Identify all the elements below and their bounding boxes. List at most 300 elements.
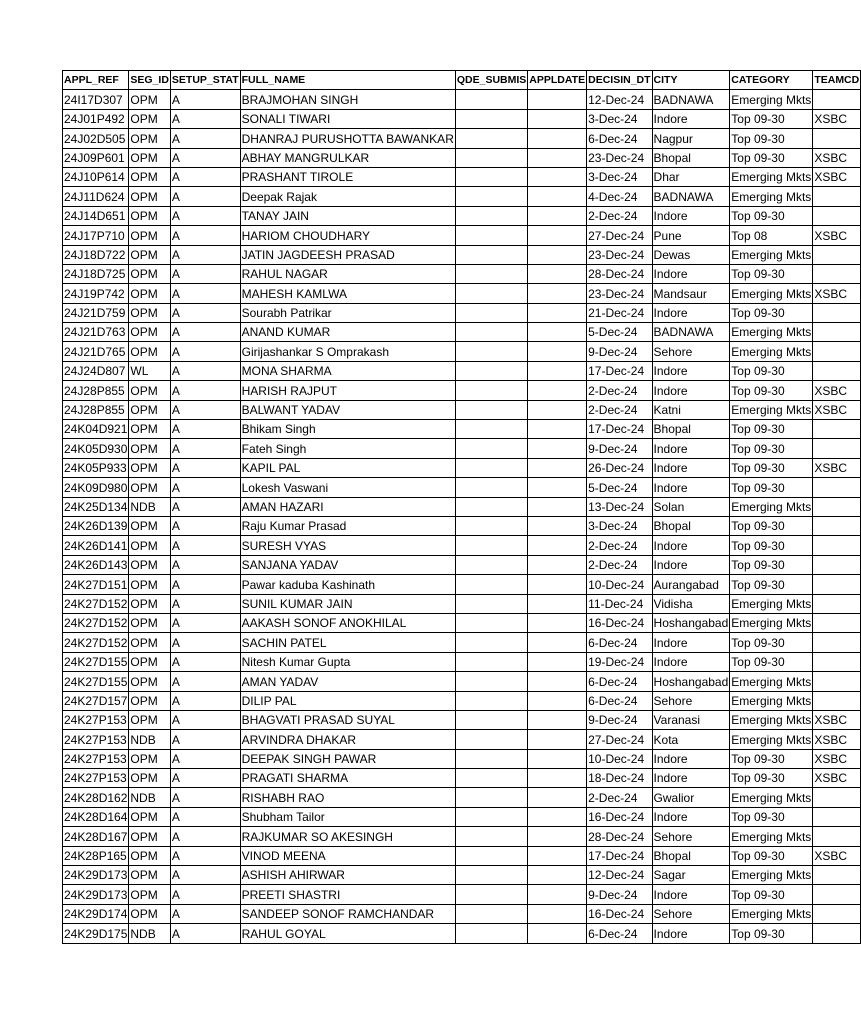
cell-category[interactable]: Top 09-30 — [730, 516, 813, 535]
cell-seg-id[interactable]: OPM — [129, 769, 171, 788]
cell-appl-ref[interactable]: 24K27D151 — [63, 575, 129, 594]
cell-category[interactable]: Top 09-30 — [730, 924, 813, 943]
cell-teamcd[interactable] — [813, 885, 861, 904]
cell-decisin-dt[interactable]: 13-Dec-24 — [587, 497, 652, 516]
cell-category[interactable]: Top 09-30 — [730, 749, 813, 768]
header-setup-stat[interactable]: SETUP_STAT — [170, 71, 240, 90]
cell-setup-stat[interactable]: A — [170, 788, 240, 807]
cell-seg-id[interactable]: OPM — [129, 633, 171, 652]
cell-qde-submis[interactable] — [455, 749, 527, 768]
cell-setup-stat[interactable]: A — [170, 342, 240, 361]
cell-qde-submis[interactable] — [455, 846, 527, 865]
cell-city[interactable]: Indore — [652, 264, 730, 283]
cell-full-name[interactable]: VINOD MEENA — [240, 846, 455, 865]
cell-seg-id[interactable]: OPM — [129, 575, 171, 594]
cell-qde-submis[interactable] — [455, 167, 527, 186]
cell-appl-ref[interactable]: 24K28D164 — [63, 807, 129, 826]
cell-setup-stat[interactable]: A — [170, 226, 240, 245]
cell-seg-id[interactable]: OPM — [129, 303, 171, 322]
cell-decisin-dt[interactable]: 11-Dec-24 — [587, 594, 652, 613]
cell-teamcd[interactable] — [813, 361, 861, 380]
cell-city[interactable]: BADNAWA — [652, 187, 730, 206]
cell-decisin-dt[interactable]: 23-Dec-24 — [587, 245, 652, 264]
cell-appldate[interactable] — [528, 594, 587, 613]
cell-teamcd[interactable] — [813, 323, 861, 342]
cell-full-name[interactable]: PRASHANT TIROLE — [240, 167, 455, 186]
cell-qde-submis[interactable] — [455, 769, 527, 788]
cell-appldate[interactable] — [528, 846, 587, 865]
header-qde-submis[interactable]: QDE_SUBMIS — [455, 71, 527, 90]
cell-city[interactable]: Vidisha — [652, 594, 730, 613]
cell-qde-submis[interactable] — [455, 245, 527, 264]
cell-full-name[interactable]: Nitesh Kumar Gupta — [240, 652, 455, 671]
cell-setup-stat[interactable]: A — [170, 420, 240, 439]
cell-decisin-dt[interactable]: 23-Dec-24 — [587, 148, 652, 167]
cell-appl-ref[interactable]: 24J21D763 — [63, 323, 129, 342]
cell-setup-stat[interactable]: A — [170, 846, 240, 865]
cell-city[interactable]: Bhopal — [652, 516, 730, 535]
cell-decisin-dt[interactable]: 19-Dec-24 — [587, 652, 652, 671]
cell-category[interactable]: Top 09-30 — [730, 148, 813, 167]
cell-appldate[interactable] — [528, 323, 587, 342]
cell-appldate[interactable] — [528, 187, 587, 206]
cell-setup-stat[interactable]: A — [170, 381, 240, 400]
cell-city[interactable]: Indore — [652, 807, 730, 826]
cell-seg-id[interactable]: OPM — [129, 129, 171, 148]
cell-appl-ref[interactable]: 24J28P855 — [63, 381, 129, 400]
cell-setup-stat[interactable]: A — [170, 866, 240, 885]
header-teamcd[interactable]: TEAMCD — [813, 71, 861, 90]
cell-decisin-dt[interactable]: 21-Dec-24 — [587, 303, 652, 322]
cell-teamcd[interactable] — [813, 594, 861, 613]
cell-appldate[interactable] — [528, 245, 587, 264]
cell-qde-submis[interactable] — [455, 226, 527, 245]
cell-seg-id[interactable]: OPM — [129, 866, 171, 885]
cell-decisin-dt[interactable]: 12-Dec-24 — [587, 866, 652, 885]
cell-decisin-dt[interactable]: 2-Dec-24 — [587, 206, 652, 225]
cell-city[interactable]: Katni — [652, 400, 730, 419]
cell-qde-submis[interactable] — [455, 90, 527, 109]
cell-appl-ref[interactable]: 24K28D167 — [63, 827, 129, 846]
cell-decisin-dt[interactable]: 6-Dec-24 — [587, 691, 652, 710]
cell-city[interactable]: Indore — [652, 478, 730, 497]
cell-qde-submis[interactable] — [455, 187, 527, 206]
cell-category[interactable]: Emerging Mkts — [730, 323, 813, 342]
header-appldate[interactable]: APPLDATE — [528, 71, 587, 90]
cell-category[interactable]: Emerging Mkts — [730, 866, 813, 885]
cell-qde-submis[interactable] — [455, 807, 527, 826]
cell-seg-id[interactable]: OPM — [129, 381, 171, 400]
cell-decisin-dt[interactable]: 6-Dec-24 — [587, 129, 652, 148]
cell-city[interactable]: Aurangabad — [652, 575, 730, 594]
cell-qde-submis[interactable] — [455, 672, 527, 691]
cell-appl-ref[interactable]: 24J18D725 — [63, 264, 129, 283]
cell-appl-ref[interactable]: 24K29D173 — [63, 885, 129, 904]
cell-seg-id[interactable]: OPM — [129, 904, 171, 923]
cell-decisin-dt[interactable]: 6-Dec-24 — [587, 924, 652, 943]
cell-decisin-dt[interactable]: 28-Dec-24 — [587, 827, 652, 846]
cell-appldate[interactable] — [528, 516, 587, 535]
cell-qde-submis[interactable] — [455, 866, 527, 885]
cell-setup-stat[interactable]: A — [170, 303, 240, 322]
cell-seg-id[interactable]: OPM — [129, 90, 171, 109]
cell-decisin-dt[interactable]: 23-Dec-24 — [587, 284, 652, 303]
cell-category[interactable]: Emerging Mkts — [730, 187, 813, 206]
cell-appldate[interactable] — [528, 652, 587, 671]
cell-seg-id[interactable]: OPM — [129, 807, 171, 826]
cell-appl-ref[interactable]: 24J14D651 — [63, 206, 129, 225]
cell-appldate[interactable] — [528, 575, 587, 594]
cell-full-name[interactable]: AMAN HAZARI — [240, 497, 455, 516]
cell-teamcd[interactable]: XSBC — [813, 148, 861, 167]
cell-category[interactable]: Emerging Mkts — [730, 90, 813, 109]
cell-seg-id[interactable]: WL — [129, 361, 171, 380]
cell-appl-ref[interactable]: 24I17D307 — [63, 90, 129, 109]
cell-qde-submis[interactable] — [455, 303, 527, 322]
cell-appldate[interactable] — [528, 827, 587, 846]
cell-decisin-dt[interactable]: 10-Dec-24 — [587, 575, 652, 594]
cell-seg-id[interactable]: OPM — [129, 264, 171, 283]
cell-setup-stat[interactable]: A — [170, 323, 240, 342]
cell-teamcd[interactable] — [813, 420, 861, 439]
cell-setup-stat[interactable]: A — [170, 264, 240, 283]
cell-appl-ref[interactable]: 24J21D765 — [63, 342, 129, 361]
cell-setup-stat[interactable]: A — [170, 439, 240, 458]
cell-qde-submis[interactable] — [455, 885, 527, 904]
cell-seg-id[interactable]: OPM — [129, 672, 171, 691]
cell-city[interactable]: Dhar — [652, 167, 730, 186]
cell-seg-id[interactable]: OPM — [129, 206, 171, 225]
cell-decisin-dt[interactable]: 2-Dec-24 — [587, 536, 652, 555]
cell-seg-id[interactable]: OPM — [129, 555, 171, 574]
cell-qde-submis[interactable] — [455, 439, 527, 458]
cell-full-name[interactable]: RAHUL GOYAL — [240, 924, 455, 943]
cell-qde-submis[interactable] — [455, 691, 527, 710]
cell-category[interactable]: Top 09-30 — [730, 439, 813, 458]
cell-category[interactable]: Top 09-30 — [730, 109, 813, 128]
cell-category[interactable]: Top 09-30 — [730, 458, 813, 477]
cell-city[interactable]: Indore — [652, 361, 730, 380]
cell-decisin-dt[interactable]: 2-Dec-24 — [587, 788, 652, 807]
cell-appl-ref[interactable]: 24K04D921 — [63, 420, 129, 439]
cell-category[interactable]: Emerging Mkts — [730, 827, 813, 846]
cell-qde-submis[interactable] — [455, 284, 527, 303]
cell-full-name[interactable]: BHAGVATI PRASAD SUYAL — [240, 710, 455, 729]
cell-decisin-dt[interactable]: 2-Dec-24 — [587, 381, 652, 400]
cell-appldate[interactable] — [528, 90, 587, 109]
cell-decisin-dt[interactable]: 3-Dec-24 — [587, 516, 652, 535]
cell-category[interactable]: Emerging Mkts — [730, 245, 813, 264]
cell-appl-ref[interactable]: 24K25D134 — [63, 497, 129, 516]
cell-full-name[interactable]: ASHISH AHIRWAR — [240, 866, 455, 885]
cell-teamcd[interactable] — [813, 652, 861, 671]
cell-decisin-dt[interactable]: 5-Dec-24 — [587, 323, 652, 342]
cell-city[interactable]: Indore — [652, 109, 730, 128]
cell-setup-stat[interactable]: A — [170, 710, 240, 729]
cell-appl-ref[interactable]: 24J10P614 — [63, 167, 129, 186]
cell-city[interactable]: Pune — [652, 226, 730, 245]
cell-qde-submis[interactable] — [455, 613, 527, 632]
cell-city[interactable]: Sagar — [652, 866, 730, 885]
cell-teamcd[interactable] — [813, 807, 861, 826]
cell-appldate[interactable] — [528, 226, 587, 245]
cell-seg-id[interactable]: OPM — [129, 109, 171, 128]
cell-full-name[interactable]: HARIOM CHOUDHARY — [240, 226, 455, 245]
cell-category[interactable]: Top 09-30 — [730, 652, 813, 671]
cell-full-name[interactable]: RAHUL NAGAR — [240, 264, 455, 283]
cell-appl-ref[interactable]: 24J28P855 — [63, 400, 129, 419]
cell-teamcd[interactable] — [813, 187, 861, 206]
cell-full-name[interactable]: ABHAY MANGRULKAR — [240, 148, 455, 167]
cell-teamcd[interactable] — [813, 866, 861, 885]
cell-qde-submis[interactable] — [455, 458, 527, 477]
header-full-name[interactable]: FULL_NAME — [240, 71, 455, 90]
cell-setup-stat[interactable]: A — [170, 827, 240, 846]
cell-appl-ref[interactable]: 24J01P492 — [63, 109, 129, 128]
cell-teamcd[interactable]: XSBC — [813, 400, 861, 419]
cell-appldate[interactable] — [528, 284, 587, 303]
cell-full-name[interactable]: ARVINDRA DHAKAR — [240, 730, 455, 749]
cell-setup-stat[interactable]: A — [170, 691, 240, 710]
cell-setup-stat[interactable]: A — [170, 129, 240, 148]
cell-appldate[interactable] — [528, 904, 587, 923]
cell-decisin-dt[interactable]: 2-Dec-24 — [587, 400, 652, 419]
cell-category[interactable]: Top 09-30 — [730, 769, 813, 788]
cell-teamcd[interactable] — [813, 90, 861, 109]
cell-appl-ref[interactable]: 24J19P742 — [63, 284, 129, 303]
cell-teamcd[interactable] — [813, 342, 861, 361]
cell-appl-ref[interactable]: 24J24D807 — [63, 361, 129, 380]
cell-teamcd[interactable] — [813, 827, 861, 846]
cell-appl-ref[interactable]: 24K09D980 — [63, 478, 129, 497]
cell-teamcd[interactable] — [813, 536, 861, 555]
cell-appldate[interactable] — [528, 420, 587, 439]
cell-decisin-dt[interactable]: 2-Dec-24 — [587, 555, 652, 574]
cell-seg-id[interactable]: OPM — [129, 400, 171, 419]
cell-full-name[interactable]: SANDEEP SONOF RAMCHANDAR — [240, 904, 455, 923]
cell-full-name[interactable]: Raju Kumar Prasad — [240, 516, 455, 535]
cell-appl-ref[interactable]: 24J02D505 — [63, 129, 129, 148]
cell-city[interactable]: Indore — [652, 885, 730, 904]
cell-category[interactable]: Emerging Mkts — [730, 497, 813, 516]
cell-appl-ref[interactable]: 24K26D143 — [63, 555, 129, 574]
cell-setup-stat[interactable]: A — [170, 613, 240, 632]
cell-seg-id[interactable]: OPM — [129, 226, 171, 245]
cell-city[interactable]: Indore — [652, 769, 730, 788]
cell-decisin-dt[interactable]: 9-Dec-24 — [587, 439, 652, 458]
cell-teamcd[interactable]: XSBC — [813, 381, 861, 400]
cell-appl-ref[interactable]: 24K29D173 — [63, 866, 129, 885]
cell-teamcd[interactable] — [813, 904, 861, 923]
cell-seg-id[interactable]: NDB — [129, 788, 171, 807]
cell-setup-stat[interactable]: A — [170, 497, 240, 516]
cell-setup-stat[interactable]: A — [170, 749, 240, 768]
cell-setup-stat[interactable]: A — [170, 769, 240, 788]
cell-appldate[interactable] — [528, 555, 587, 574]
cell-seg-id[interactable]: OPM — [129, 613, 171, 632]
cell-appldate[interactable] — [528, 672, 587, 691]
cell-city[interactable]: Solan — [652, 497, 730, 516]
cell-city[interactable]: Sehore — [652, 904, 730, 923]
cell-appldate[interactable] — [528, 400, 587, 419]
cell-seg-id[interactable]: OPM — [129, 439, 171, 458]
cell-setup-stat[interactable]: A — [170, 904, 240, 923]
cell-category[interactable]: Emerging Mkts — [730, 904, 813, 923]
cell-appl-ref[interactable]: 24K27D152 — [63, 613, 129, 632]
cell-qde-submis[interactable] — [455, 710, 527, 729]
cell-appldate[interactable] — [528, 885, 587, 904]
cell-setup-stat[interactable]: A — [170, 885, 240, 904]
cell-qde-submis[interactable] — [455, 342, 527, 361]
cell-appl-ref[interactable]: 24J11D624 — [63, 187, 129, 206]
cell-category[interactable]: Top 09-30 — [730, 264, 813, 283]
cell-appl-ref[interactable]: 24J18D722 — [63, 245, 129, 264]
cell-category[interactable]: Emerging Mkts — [730, 672, 813, 691]
cell-qde-submis[interactable] — [455, 361, 527, 380]
cell-teamcd[interactable]: XSBC — [813, 458, 861, 477]
cell-decisin-dt[interactable]: 17-Dec-24 — [587, 420, 652, 439]
header-city[interactable]: CITY — [652, 71, 730, 90]
cell-city[interactable]: Indore — [652, 206, 730, 225]
cell-appldate[interactable] — [528, 439, 587, 458]
cell-seg-id[interactable]: OPM — [129, 594, 171, 613]
cell-seg-id[interactable]: OPM — [129, 148, 171, 167]
cell-decisin-dt[interactable]: 4-Dec-24 — [587, 187, 652, 206]
cell-qde-submis[interactable] — [455, 109, 527, 128]
cell-appldate[interactable] — [528, 129, 587, 148]
cell-setup-stat[interactable]: A — [170, 90, 240, 109]
cell-setup-stat[interactable]: A — [170, 575, 240, 594]
cell-full-name[interactable]: DHANRAJ PURUSHOTTA BAWANKAR — [240, 129, 455, 148]
cell-decisin-dt[interactable]: 28-Dec-24 — [587, 264, 652, 283]
cell-decisin-dt[interactable]: 26-Dec-24 — [587, 458, 652, 477]
cell-category[interactable]: Top 09-30 — [730, 420, 813, 439]
cell-city[interactable]: Gwalior — [652, 788, 730, 807]
cell-appldate[interactable] — [528, 769, 587, 788]
cell-qde-submis[interactable] — [455, 323, 527, 342]
cell-setup-stat[interactable]: A — [170, 148, 240, 167]
cell-city[interactable]: Dewas — [652, 245, 730, 264]
cell-city[interactable]: Indore — [652, 439, 730, 458]
cell-city[interactable]: Kota — [652, 730, 730, 749]
cell-city[interactable]: BADNAWA — [652, 323, 730, 342]
cell-setup-stat[interactable]: A — [170, 807, 240, 826]
cell-category[interactable]: Top 09-30 — [730, 575, 813, 594]
cell-category[interactable]: Top 09-30 — [730, 633, 813, 652]
cell-full-name[interactable]: ANAND KUMAR — [240, 323, 455, 342]
cell-decisin-dt[interactable]: 18-Dec-24 — [587, 769, 652, 788]
cell-qde-submis[interactable] — [455, 381, 527, 400]
cell-qde-submis[interactable] — [455, 497, 527, 516]
cell-decisin-dt[interactable]: 3-Dec-24 — [587, 109, 652, 128]
cell-appldate[interactable] — [528, 264, 587, 283]
cell-setup-stat[interactable]: A — [170, 730, 240, 749]
cell-seg-id[interactable]: OPM — [129, 652, 171, 671]
cell-city[interactable]: Indore — [652, 749, 730, 768]
cell-seg-id[interactable]: OPM — [129, 342, 171, 361]
cell-teamcd[interactable] — [813, 613, 861, 632]
header-appl-ref[interactable]: APPL_REF — [63, 71, 129, 90]
cell-full-name[interactable]: SONALI TIWARI — [240, 109, 455, 128]
cell-qde-submis[interactable] — [455, 924, 527, 943]
cell-decisin-dt[interactable]: 9-Dec-24 — [587, 342, 652, 361]
cell-category[interactable]: Top 09-30 — [730, 536, 813, 555]
cell-appl-ref[interactable]: 24K27D157 — [63, 691, 129, 710]
cell-appl-ref[interactable]: 24K27D152 — [63, 633, 129, 652]
cell-decisin-dt[interactable]: 3-Dec-24 — [587, 167, 652, 186]
cell-city[interactable]: Sehore — [652, 827, 730, 846]
cell-category[interactable]: Emerging Mkts — [730, 284, 813, 303]
cell-seg-id[interactable]: OPM — [129, 458, 171, 477]
cell-decisin-dt[interactable]: 16-Dec-24 — [587, 904, 652, 923]
cell-full-name[interactable]: Bhikam Singh — [240, 420, 455, 439]
cell-full-name[interactable]: Shubham Tailor — [240, 807, 455, 826]
cell-appldate[interactable] — [528, 206, 587, 225]
cell-city[interactable]: Nagpur — [652, 129, 730, 148]
cell-appldate[interactable] — [528, 361, 587, 380]
cell-full-name[interactable]: Girijashankar S Omprakash — [240, 342, 455, 361]
cell-teamcd[interactable] — [813, 924, 861, 943]
cell-setup-stat[interactable]: A — [170, 536, 240, 555]
cell-setup-stat[interactable]: A — [170, 652, 240, 671]
cell-setup-stat[interactable]: A — [170, 109, 240, 128]
cell-appl-ref[interactable]: 24K05D930 — [63, 439, 129, 458]
cell-full-name[interactable]: Fateh Singh — [240, 439, 455, 458]
cell-category[interactable]: Top 09-30 — [730, 206, 813, 225]
cell-teamcd[interactable] — [813, 264, 861, 283]
cell-category[interactable]: Top 09-30 — [730, 303, 813, 322]
cell-seg-id[interactable]: OPM — [129, 167, 171, 186]
cell-setup-stat[interactable]: A — [170, 400, 240, 419]
cell-category[interactable]: Top 08 — [730, 226, 813, 245]
cell-teamcd[interactable] — [813, 788, 861, 807]
cell-seg-id[interactable]: OPM — [129, 284, 171, 303]
cell-city[interactable]: Indore — [652, 381, 730, 400]
cell-decisin-dt[interactable]: 12-Dec-24 — [587, 90, 652, 109]
cell-appldate[interactable] — [528, 478, 587, 497]
cell-city[interactable]: Indore — [652, 555, 730, 574]
cell-qde-submis[interactable] — [455, 420, 527, 439]
cell-city[interactable]: Indore — [652, 924, 730, 943]
cell-qde-submis[interactable] — [455, 129, 527, 148]
cell-appldate[interactable] — [528, 730, 587, 749]
cell-full-name[interactable]: BALWANT YADAV — [240, 400, 455, 419]
header-category[interactable]: CATEGORY — [730, 71, 813, 90]
cell-city[interactable]: Indore — [652, 536, 730, 555]
cell-decisin-dt[interactable]: 17-Dec-24 — [587, 846, 652, 865]
cell-teamcd[interactable] — [813, 555, 861, 574]
cell-setup-stat[interactable]: A — [170, 458, 240, 477]
cell-seg-id[interactable]: OPM — [129, 478, 171, 497]
cell-full-name[interactable]: KAPIL PAL — [240, 458, 455, 477]
cell-appl-ref[interactable]: 24K29D175 — [63, 924, 129, 943]
cell-full-name[interactable]: MONA SHARMA — [240, 361, 455, 380]
cell-seg-id[interactable]: OPM — [129, 245, 171, 264]
cell-teamcd[interactable] — [813, 245, 861, 264]
cell-teamcd[interactable] — [813, 691, 861, 710]
cell-qde-submis[interactable] — [455, 575, 527, 594]
cell-full-name[interactable]: DILIP PAL — [240, 691, 455, 710]
cell-teamcd[interactable]: XSBC — [813, 710, 861, 729]
cell-city[interactable]: Bhopal — [652, 846, 730, 865]
cell-full-name[interactable]: SURESH VYAS — [240, 536, 455, 555]
cell-appl-ref[interactable]: 24J09P601 — [63, 148, 129, 167]
cell-category[interactable]: Emerging Mkts — [730, 400, 813, 419]
cell-qde-submis[interactable] — [455, 536, 527, 555]
cell-city[interactable]: BADNAWA — [652, 90, 730, 109]
cell-appl-ref[interactable]: 24K29D174 — [63, 904, 129, 923]
cell-teamcd[interactable]: XSBC — [813, 730, 861, 749]
